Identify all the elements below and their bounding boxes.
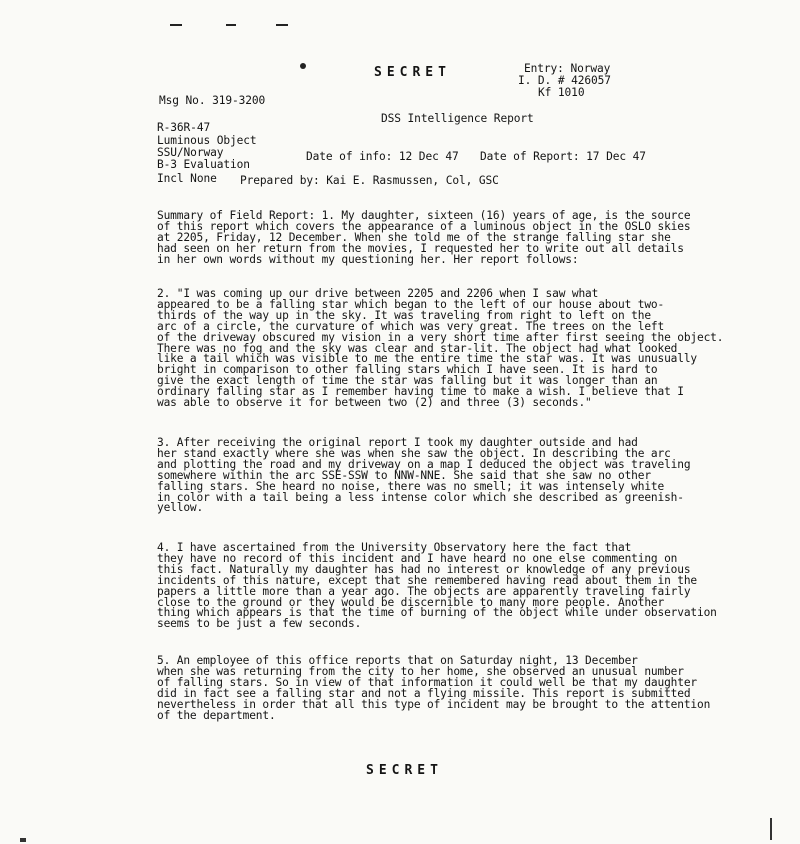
top-dash-mark bbox=[170, 24, 182, 26]
top-dash-mark bbox=[276, 24, 288, 26]
report-title: DSS Intelligence Report bbox=[381, 112, 534, 125]
meta-report-number: R-36R-47 bbox=[157, 121, 211, 134]
meta-subject: Luminous Object bbox=[157, 134, 257, 147]
prepared-by: Prepared by: Kai E. Rasmussen, Col, GSC bbox=[240, 174, 499, 187]
meta-inclosures: Incl None bbox=[157, 172, 217, 185]
message-number: Msg No. 319-3200 bbox=[159, 94, 266, 107]
paragraph-3: 3. After receiving the original report I took my daughter outside and had her stand exactly where she was when she saw the object. In describing the arc and plotting the road and my driveway on a map I deduced the object was traveling somewhere within the arc SSE-SSW to NNW-NNE. She said that she saw no other falling stars. She heard no noise, there was no smell; it was intensely white in color with a tail being a less intense color which she described as greenish- yellow. bbox=[157, 436, 691, 515]
top-dash-mark bbox=[226, 24, 236, 26]
entry-country: Entry: Norway bbox=[524, 62, 611, 75]
paragraph-5: 5. An employee of this office reports that on Saturday night, 13 December when she was returning from the city to her home, she observed an unusual number of falling stars. So in view of that information it could well be that my daughter did in fact see a falling star and not a flying missile. This report is submitted nevertheless in order that all this type of incident may be brought to the attention of the department. bbox=[157, 654, 711, 722]
entry-code: Kf 1010 bbox=[538, 86, 585, 99]
paragraph-4: 4. I have ascertained from the University Observatory here the fact that they have no record of this incident and I have heard no one else commenting on this fact. Naturally my daughter has had no interest or knowledge of any previous incidents of this nature, except that she remembered having read about them in the papers a little more than a year ago. The objects are apparently traveling fairly close to the ground or they would be discernible to many more people. Another thing which appears is that the time of burning of the object while under observation seems to be just a few seconds. bbox=[157, 541, 717, 631]
entry-id: I. D. # 426057 bbox=[518, 74, 611, 87]
paragraph-1: Summary of Field Report: 1. My daughter, sixteen (16) years of age, is the source of this report which covers the appearance of a luminous object in the OSLO skies at 2205, Friday, 12 December. When she told me of the strange falling star she had seen on her return from the movies, I requested her to write out all details in her own words without my questioning her. Her report follows: bbox=[157, 209, 691, 266]
classification-bottom: SECRET bbox=[366, 763, 443, 778]
date-of-info: Date of info: 12 Dec 47 bbox=[306, 150, 459, 163]
date-of-report: Date of Report: 17 Dec 47 bbox=[480, 150, 646, 163]
paragraph-2: 2. "I was coming up our drive between 2205 and 2206 when I saw what appeared to be a falling star which began to the left of our house about two- thirds of the way up in the sky. It was traveling from right to left on the arc of a circle, the curvature of which was very great. The trees on the left of the driveway obscured my vision in a very short time after first seeing the object. There was no fog and the sky was clear and star-lit. The object had what looked like a tail which was visible to me the entire time the star was. It was unusually bright in comparison to other falling stars which I have seen. It is hard to give the exact length of time the star was falling but it was longer than an ordinary falling star as I remember having time to make a wish. I believe that I was able to observe it for between two (2) and three (3) seconds." bbox=[157, 287, 724, 410]
scan-edge-mark bbox=[20, 838, 26, 842]
classification-top: SECRET bbox=[374, 65, 451, 80]
ink-speck bbox=[300, 63, 306, 69]
meta-evaluation: B-3 Evaluation bbox=[157, 158, 250, 171]
scan-edge-mark bbox=[770, 818, 772, 840]
meta-origin: SSU/Norway bbox=[157, 146, 224, 159]
